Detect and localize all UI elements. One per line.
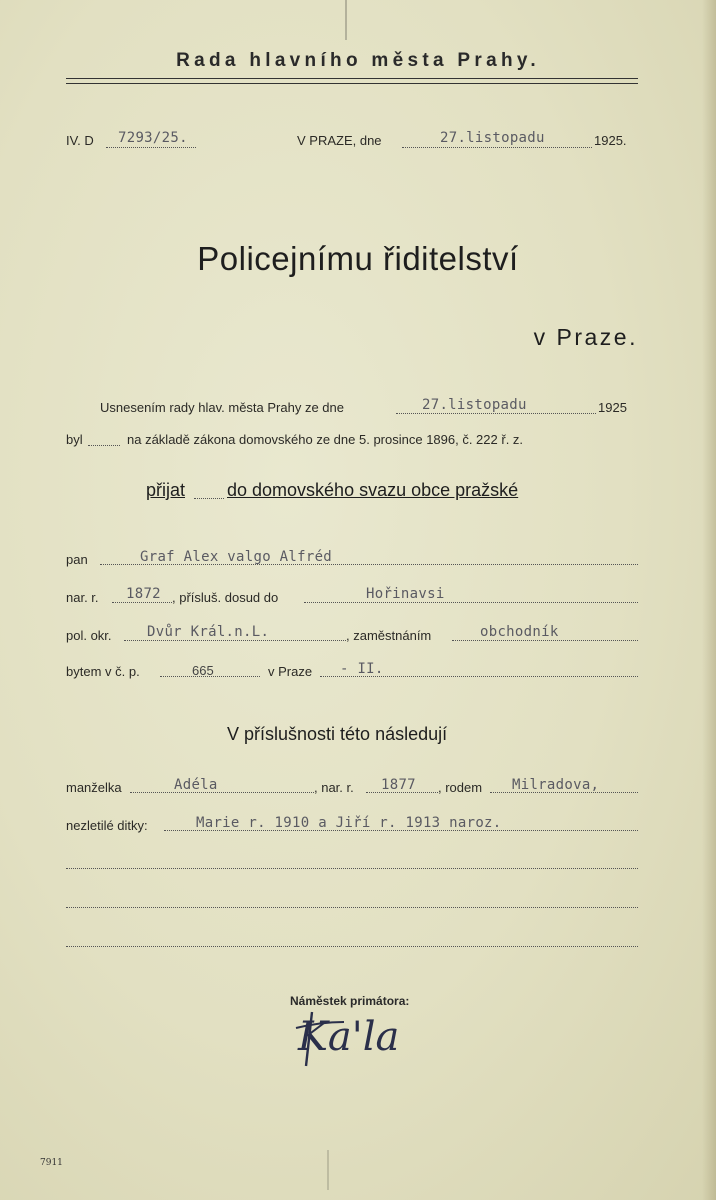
addressee-city: v Praze. [533, 324, 638, 350]
dotted-line [112, 602, 172, 603]
born-year: 1872 [126, 586, 161, 602]
belongs-label: , přísluš. dosud do [172, 590, 279, 605]
resolution-date: 27.listopadu [422, 397, 527, 413]
pan-label: pan [66, 552, 88, 567]
family-heading: V příslušnosti této následují [227, 724, 448, 744]
accepted-text: do domovského svazu obce pražské [227, 480, 519, 500]
dotted-line [66, 946, 638, 947]
occupation: obchodník [480, 624, 559, 640]
maiden-name: Milradova, [512, 777, 600, 793]
dotted-line [130, 792, 314, 793]
fold-mark [345, 0, 347, 40]
city-label: v Praze [268, 664, 313, 679]
children-label: nezletilé ditky: [66, 818, 148, 833]
maiden-label: , rodem [438, 780, 483, 795]
dotted-line [396, 413, 596, 414]
header-date: 27.listopadu [440, 130, 545, 146]
signature-label: Náměstek primátora: [290, 994, 410, 1008]
header-double-rule [66, 78, 638, 84]
district: Dvůr Král.n.L. [147, 624, 270, 640]
dotted-line [88, 445, 120, 446]
reference-number: 7293/25. [118, 130, 188, 146]
wife-name: Adéla [174, 777, 218, 793]
handwritten-signature [292, 1000, 432, 1072]
accepted-word: přijat [146, 480, 186, 500]
occupation-label: , zaměstnáním [346, 628, 432, 643]
fold-mark [327, 1150, 329, 1190]
reference-prefix: IV. D [66, 133, 94, 148]
place-date-label: V PRAZE, dne [297, 133, 382, 148]
wife-born-label: , nar. r. [314, 780, 354, 795]
children-names: Marie r. 1910 a Jiří r. 1913 naroz. [196, 815, 502, 831]
belongs-place: Hořinavsi [366, 586, 445, 602]
city-part: - II. [340, 661, 384, 677]
resolution-text: Usnesením rady hlav. města Prahy ze dne [100, 400, 344, 415]
dotted-line [66, 868, 638, 869]
line2-prefix: byl [66, 432, 83, 447]
born-label: nar. r. [66, 590, 99, 605]
person-name: Graf Alex valgo Alfréd [140, 549, 333, 565]
residence-label: bytem v č. p. [66, 664, 140, 679]
wife-label: manželka [66, 780, 122, 795]
dotted-line [106, 147, 196, 148]
resolution-year: 1925 [598, 400, 627, 415]
dotted-line [304, 602, 638, 603]
signature-text: Ka'la [298, 1014, 400, 1060]
dotted-line [452, 640, 638, 641]
dotted-line [66, 907, 638, 908]
wife-born-year: 1877 [381, 777, 416, 793]
house-number: 665 [192, 663, 214, 678]
district-label: pol. okr. [66, 628, 112, 643]
law-reference: na základě zákona domovského ze dne 5. prosince 1896, č. 222 ř. z. [127, 432, 524, 447]
dotted-line [124, 640, 346, 641]
addressee-title: Policejnímu řiditelství [197, 240, 519, 277]
paper-edge [702, 0, 716, 1200]
form-number: 7911 [40, 1158, 63, 1168]
dotted-line [194, 498, 224, 499]
council-heading: Rada hlavního města Prahy. [176, 50, 540, 71]
header-year: 1925. [594, 133, 627, 148]
dotted-line [402, 147, 592, 148]
